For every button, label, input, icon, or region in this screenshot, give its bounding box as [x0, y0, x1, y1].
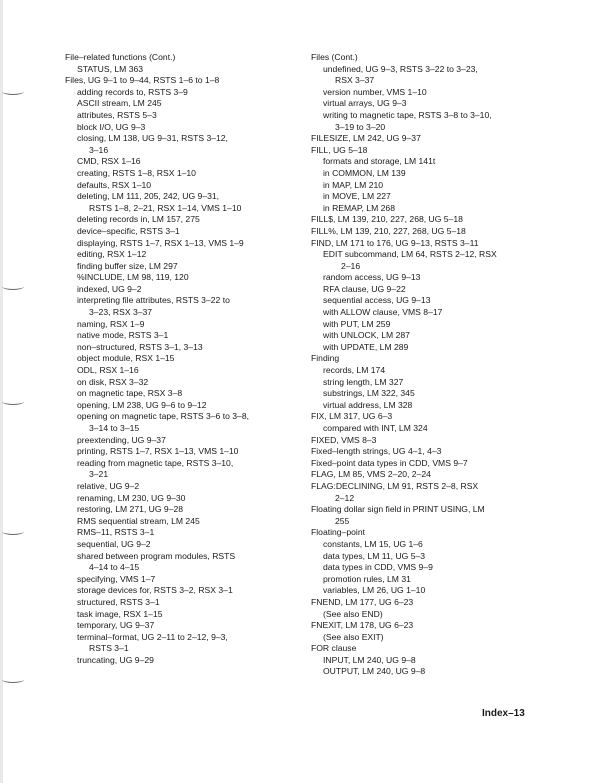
index-subentry: relative, UG 9–2 — [77, 480, 140, 491]
index-subentry: 4–14 to 4–15 — [89, 562, 140, 573]
index-subentry: task image, RSX 1–15 — [77, 608, 163, 619]
index-subentry: virtual address, LM 328 — [323, 399, 413, 410]
index-heading: File–related functions (Cont.) — [65, 52, 176, 62]
index-subentry: opening, LM 238, UG 9–6 to 9–12 — [77, 399, 207, 410]
index-subentry: ASCII stream, LM 245 — [77, 98, 162, 109]
index-heading: Finding — [311, 353, 340, 364]
index-subentry: structured, RSTS 3–1 — [77, 596, 160, 607]
index-subentry: INPUT, LM 240, UG 9–8 — [323, 654, 416, 665]
index-subentry: non–structured, RSTS 3–1, 3–13 — [77, 341, 203, 352]
index-subentry: in COMMON, LM 139 — [323, 167, 406, 178]
index-subentry: with UNLOCK, LM 287 — [323, 330, 410, 341]
index-subentry: (See also END) — [323, 608, 383, 619]
index-subentry: shared between program modules, RSTS — [77, 550, 236, 561]
index-subentry: printing, RSTS 1–7, RSX 1–13, VMS 1–10 — [77, 446, 239, 457]
index-heading: FIND, LM 171 to 176, UG 9–13, RSTS 3–11 — [311, 237, 479, 248]
index-heading: FILL$, LM 139, 210, 227, 268, UG 5–18 — [311, 214, 463, 225]
index-subentry: creating, RSTS 1–8, RSX 1–10 — [77, 167, 196, 178]
index-subentry: device–specific, RSTS 3–1 — [77, 225, 180, 236]
index-subentry: displaying, RSTS 1–7, RSX 1–13, VMS 1–9 — [77, 237, 244, 248]
index-heading: FIX, LM 317, UG 6–3 — [311, 411, 393, 422]
index-subentry: with PUT, LM 259 — [323, 318, 391, 329]
index-subentry: interpreting file attributes, RSTS 3–22 to — [77, 295, 230, 306]
index-subentry: records, LM 174 — [323, 365, 386, 376]
index-subentry: virtual arrays, UG 9–3 — [323, 98, 407, 109]
index-column-right — [311, 52, 551, 678]
index-subentry: indexed, UG 9–2 — [77, 283, 142, 294]
index-heading: Floating–point — [311, 527, 365, 538]
index-heading: FIXED, VMS 8–3 — [311, 434, 377, 445]
index-subentry: naming, RSX 1–9 — [77, 318, 145, 329]
index-subentry: closing, LM 138, UG 9–31, RSTS 3–12, — [77, 133, 228, 144]
margin-mark — [2, 676, 24, 683]
index-subentry: 3–23, RSX 3–37 — [89, 307, 153, 318]
index-column-left — [65, 52, 297, 666]
index-heading: FILESIZE, LM 242, UG 9–37 — [311, 133, 421, 144]
index-subentry: (See also EXIT) — [323, 631, 384, 642]
index-subentry: specifying, VMS 1–7 — [77, 573, 156, 584]
index-heading: FILL, UG 5–18 — [311, 144, 368, 155]
index-subentry: RSTS 3–1 — [89, 643, 129, 654]
margin-mark — [2, 398, 24, 405]
index-subentry: formats and storage, LM 141t — [323, 156, 436, 167]
index-subentry: RSTS 1–8, 2–21, RSX 1–14, VMS 1–10 — [89, 202, 242, 213]
index-subentry: with UPDATE, LM 289 — [323, 341, 409, 352]
index-subentry: 255 — [335, 515, 350, 526]
index-subentry: 3–19 to 3–20 — [335, 121, 386, 132]
index-subentry: in MAP, LM 210 — [323, 179, 384, 190]
index-subentry: compared with INT, LM 324 — [323, 423, 428, 433]
index-subentry: RMS–11, RSTS 3–1 — [77, 527, 155, 538]
index-subentry: ODL, RSX 1–16 — [77, 365, 139, 376]
index-subentry: deleting records in, LM 157, 275 — [77, 214, 200, 225]
index-subentry: promotion rules, LM 31 — [323, 573, 411, 584]
index-heading: FNEXIT, LM 178, UG 6–23 — [311, 620, 414, 631]
index-subentry: STATUS, LM 363 — [77, 63, 144, 74]
index-subentry: 3–16 — [89, 144, 109, 155]
index-subentry: on disk, RSX 3–32 — [77, 376, 149, 387]
index-subentry: writing to magnetic tape, RSTS 3–8 to 3–10, — [323, 109, 492, 120]
index-subentry: with ALLOW clause, VMS 8–17 — [323, 307, 443, 318]
index-subentry: in REMAP, LM 268 — [323, 202, 395, 213]
index-subentry: defaults, RSX 1–10 — [77, 179, 152, 190]
index-subentry: adding records to, RSTS 3–9 — [77, 86, 188, 97]
index-heading: FILL%, LM 139, 210, 227, 268, UG 5–18 — [311, 225, 466, 236]
margin-mark — [2, 283, 24, 290]
index-subentry: constants, LM 15, UG 1–6 — [323, 538, 423, 549]
binding-edge — [0, 0, 3, 783]
index-subentry: sequential access, UG 9–13 — [323, 295, 431, 306]
index-heading: Files, UG 9–1 to 9–44, RSTS 1–6 to 1–8 — [65, 75, 220, 86]
index-subentry: native mode, RSTS 3–1 — [77, 330, 169, 341]
index-subentry: renaming, LM 230, UG 9–30 — [77, 492, 186, 503]
index-subentry: temporary, UG 9–37 — [77, 620, 155, 631]
index-subentry: terminal–format, UG 2–11 to 2–12, 9–3, — [77, 631, 228, 642]
index-subentry: 2–16 — [341, 260, 361, 271]
index-subentry: truncating, UG 9–29 — [77, 654, 154, 665]
index-subentry: reading from magnetic tape, RSTS 3–10, — [77, 457, 234, 468]
margin-mark — [2, 88, 24, 95]
index-subentry: object module, RSX 1–15 — [77, 353, 175, 364]
index-subentry: data types, LM 11, UG 5–3 — [323, 550, 426, 561]
index-subentry: sequential, UG 9–2 — [77, 538, 151, 549]
index-subentry: 3–21 — [89, 469, 109, 480]
index-subentry: 2–12 — [335, 492, 355, 503]
index-subentry: on magnetic tape, RSX 3–8 — [77, 388, 183, 399]
index-subentry: variables, LM 26, UG 1–10 — [323, 585, 426, 596]
index-subentry: version number, VMS 1–10 — [323, 86, 427, 97]
index-subentry: data types in CDD, VMS 9–9 — [323, 562, 433, 573]
index-heading: Floating dollar sign field in PRINT USING, LM — [311, 504, 485, 515]
index-subentry: storage devices for, RSTS 3–2, RSX 3–1 — [77, 585, 233, 596]
index-subentry: CMD, RSX 1–16 — [77, 156, 141, 167]
index-subentry: in MOVE, LM 227 — [323, 191, 391, 202]
index-heading: Fixed–point data types in CDD, VMS 9–7 — [311, 457, 468, 468]
index-heading: FLAG:DECLINING, LM 91, RSTS 2–8, RSX — [311, 480, 479, 491]
index-subentry: string length, LM 327 — [323, 376, 404, 387]
index-heading: Files (Cont.) — [311, 52, 358, 62]
index-subentry: undefined, UG 9–3, RSTS 3–22 to 3–23, — [323, 63, 478, 74]
index-subentry: RMS sequential stream, LM 245 — [77, 515, 200, 526]
page-footer: Index–13 — [482, 708, 525, 719]
index-subentry: EDIT subcommand, LM 64, RSTS 2–12, RSX — [323, 249, 497, 260]
index-subentry: substrings, LM 322, 345 — [323, 388, 415, 399]
index-subentry: restoring, LM 271, UG 9–28 — [77, 504, 184, 515]
index-subentry: RFA clause, UG 9–22 — [323, 283, 406, 294]
index-subentry: preextending, UG 9–37 — [77, 434, 166, 445]
index-subentry: editing, RSX 1–12 — [77, 249, 147, 260]
index-heading: FOR clause — [311, 643, 357, 654]
index-subentry: RSX 3–37 — [335, 75, 375, 86]
index-subentry: deleting, LM 111, 205, 242, UG 9–31, — [77, 191, 220, 202]
index-subentry: opening on magnetic tape, RSTS 3–6 to 3–8, — [77, 411, 249, 422]
index-subentry: attributes, RSTS 5–3 — [77, 109, 157, 120]
index-subentry: finding buffer size, LM 297 — [77, 260, 178, 271]
index-heading: FNEND, LM 177, UG 6–23 — [311, 596, 414, 607]
index-heading: Fixed–length strings, UG 4–1, 4–3 — [311, 446, 442, 457]
index-subentry: OUTPUT, LM 240, UG 9–8 — [323, 666, 426, 677]
index-subentry: block I/O, UG 9–3 — [77, 121, 146, 132]
index-subentry: random access, UG 9–13 — [323, 272, 421, 283]
index-heading: FLAG, LM 85, VMS 2–20, 2–24 — [311, 469, 431, 480]
index-subentry: %INCLUDE, LM 98, 119, 120 — [77, 272, 189, 283]
margin-mark — [2, 528, 24, 535]
index-subentry: 3–14 to 3–15 — [89, 423, 140, 433]
